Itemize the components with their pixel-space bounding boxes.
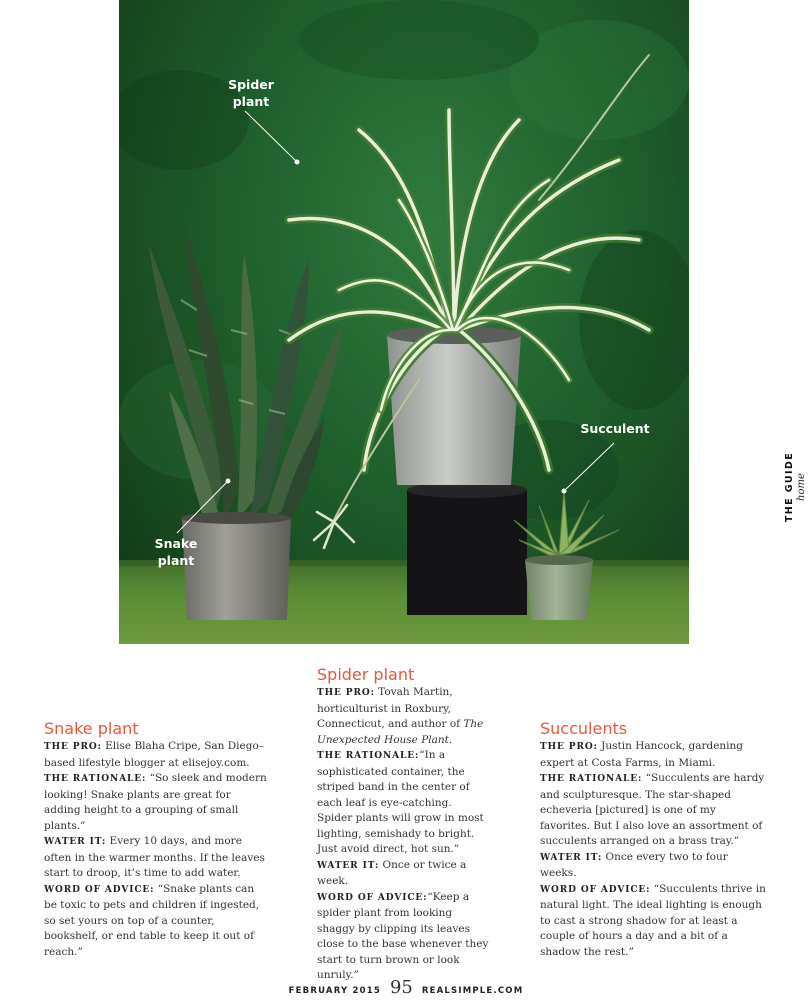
rationale-label: THE RATIONALE: bbox=[317, 751, 420, 761]
footer-date: FEBRUARY 2015 bbox=[288, 986, 381, 996]
advice-label: WORD OF ADVICE: bbox=[317, 892, 428, 903]
snake-plant-rationale bbox=[44, 771, 269, 834]
snake-plant-heading: Snake plant bbox=[44, 719, 139, 738]
plant-photo bbox=[119, 0, 689, 644]
spider-plant-pro bbox=[317, 685, 489, 748]
spider-plant-water bbox=[317, 858, 489, 890]
water-label: WATER IT: bbox=[317, 860, 380, 871]
water-label: WATER IT: bbox=[44, 837, 107, 847]
pro-label: THE PRO: bbox=[317, 688, 375, 698]
succulents-water bbox=[540, 850, 766, 882]
snake-plant-pro bbox=[44, 739, 269, 771]
advice-label: WORD OF ADVICE: bbox=[540, 884, 651, 895]
spider-plant-heading: Spider plant bbox=[317, 665, 415, 684]
water-text: Once every two to four weeks. bbox=[540, 850, 728, 879]
callout-snake-line1: Snake bbox=[154, 536, 198, 551]
callout-snake-line2: plant bbox=[157, 553, 195, 568]
pro-label: THE PRO: bbox=[540, 742, 598, 752]
pro-book-title: The Unexpected House Plant. bbox=[317, 718, 484, 746]
section-tab-guide: THE GUIDE bbox=[784, 451, 795, 523]
water-text: Every 10 days, and more often in the warmer months. If the leaves start to droop, it’s time to add water. bbox=[44, 835, 265, 879]
pro-label: THE PRO: bbox=[44, 742, 102, 752]
advice-text: “Keep a spider plant from looking shaggy by clipping its leaves close to the base whenever they start to turn brown or look unruly.” bbox=[317, 890, 489, 981]
succulents-heading: Succulents bbox=[540, 719, 628, 738]
succulents-column bbox=[540, 719, 766, 960]
rationale-text: “Succulents are hardy and sculpturesque. The star-shaped echeveria [pictured] is one of my favorites. But I also love an assortment of succulents arranged on a brass tray.” bbox=[540, 772, 765, 847]
section-tab bbox=[781, 452, 811, 522]
rationale-text: “So sleek and modern looking! Snake plants are great for adding height to a grouping of small plants.” bbox=[44, 772, 267, 832]
pro-text: Justin Hancock, gardening expert at Costa Farms, in Miami. bbox=[540, 740, 744, 769]
callout-succulent-line1: Succulent bbox=[580, 421, 650, 436]
succulents-advice bbox=[540, 882, 766, 961]
section-tab-home: home bbox=[796, 473, 807, 501]
advice-text: “Succulents thrive in natural light. The ideal lighting is enough to cast a strong shadow for at least a couple of hours a day and a bit of a shadow the rest.” bbox=[540, 882, 766, 958]
page-footer bbox=[0, 977, 812, 999]
pro-text: Elise Blaha Cripe, San Diego–based lifestyle blogger at elisejoy.com. bbox=[44, 740, 265, 769]
snake-plant-water bbox=[44, 834, 269, 882]
callout-spider-plant bbox=[221, 76, 281, 110]
snake-plant-advice bbox=[44, 882, 269, 961]
spider-plant-column bbox=[317, 665, 489, 984]
callout-snake-plant bbox=[147, 535, 205, 569]
callout-spider-line2: plant bbox=[232, 94, 270, 109]
spider-plant-advice bbox=[317, 890, 489, 984]
succulents-pro bbox=[540, 739, 766, 771]
callout-spider-line1: Spider bbox=[228, 77, 274, 92]
pro-text: Tovah Martin, horticulturist in Roxbury, Connecticut, and author of bbox=[317, 686, 464, 730]
water-label: WATER IT: bbox=[540, 852, 603, 863]
succulents-rationale bbox=[540, 771, 766, 850]
page-number: 95 bbox=[389, 977, 413, 998]
footer-site: REALSIMPLE.COM bbox=[421, 986, 524, 996]
advice-text: “Snake plants can be toxic to pets and children if ingested, so set yours on top of a counter, bookshelf, or end table to keep it out of reach.” bbox=[44, 882, 260, 958]
rationale-label: THE RATIONALE: bbox=[44, 774, 147, 784]
rationale-label: THE RATIONALE: bbox=[540, 774, 643, 784]
spider-plant-rationale bbox=[317, 748, 489, 858]
snake-plant-column bbox=[44, 719, 269, 960]
rationale-text: “In a sophisticated container, the striped band in the center of each leaf is eye-catching. Spider plants will grow in most lighting, semishady to bright. Just avoid direct, hot sun.” bbox=[317, 749, 484, 855]
water-text: Once or twice a week. bbox=[317, 858, 467, 887]
callout-succulent bbox=[577, 420, 653, 437]
advice-label: WORD OF ADVICE: bbox=[44, 884, 155, 895]
